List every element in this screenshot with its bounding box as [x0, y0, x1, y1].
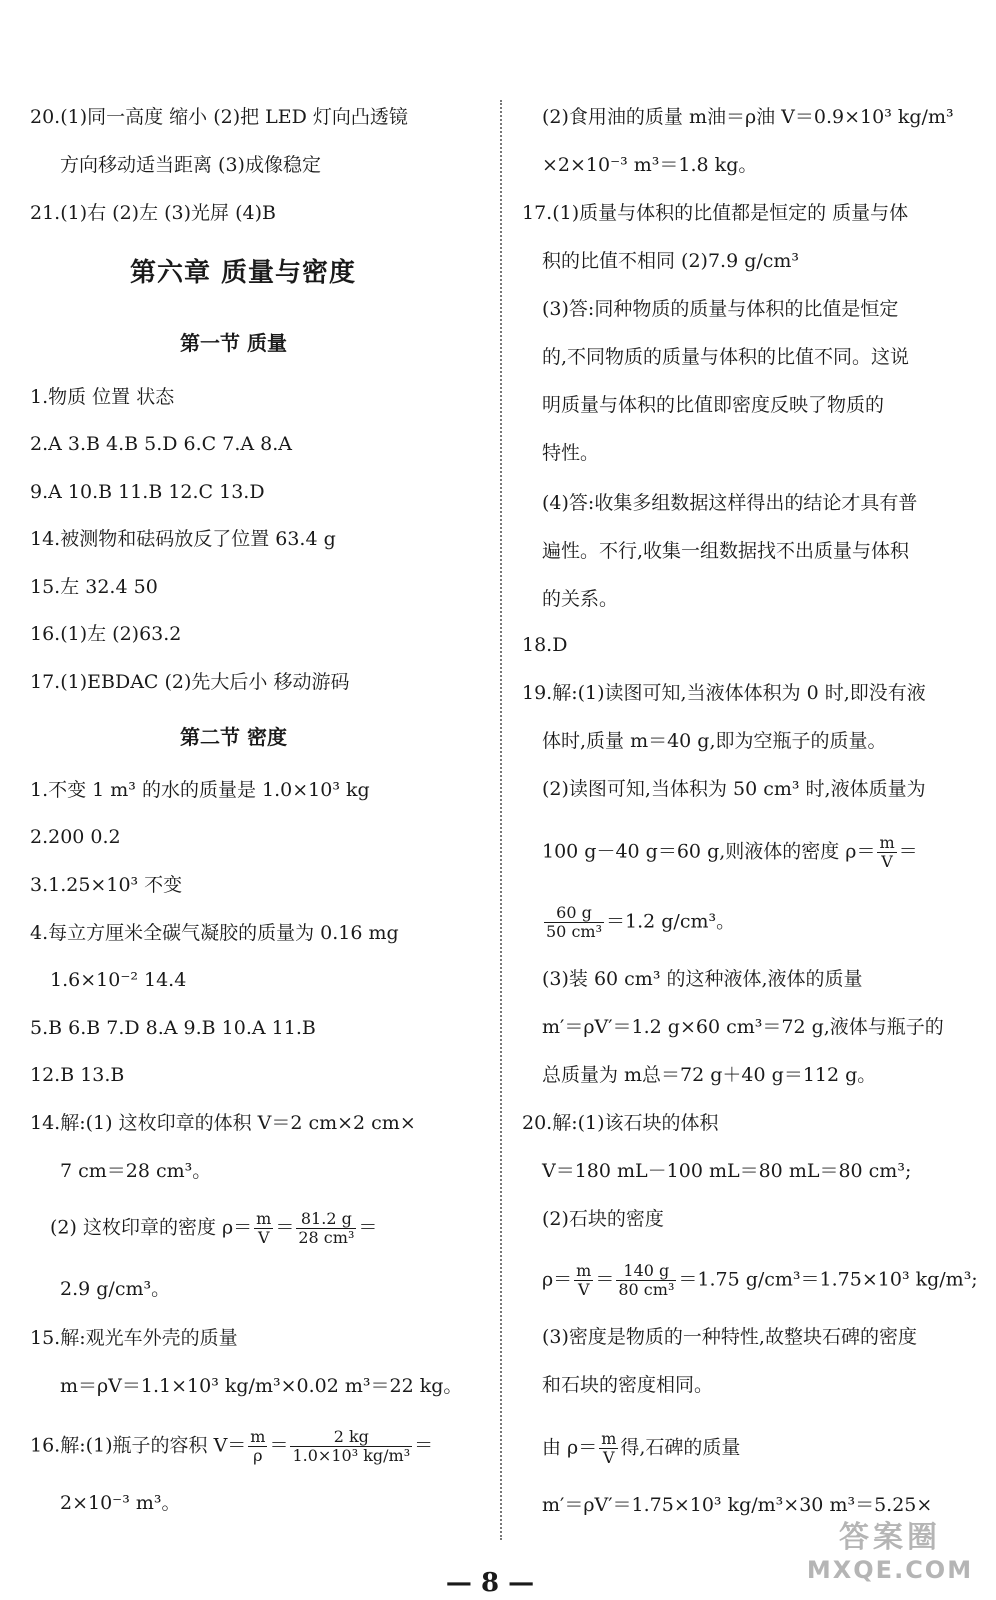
answer-line: 特性。	[542, 442, 600, 464]
answer-line: 12.B 13.B	[30, 1064, 125, 1086]
answer-line: 1.物质 位置 状态	[30, 386, 175, 408]
answer-line: ×2×10⁻³ m³＝1.8 kg。	[542, 154, 758, 176]
chapter-title: 第六章 质量与密度	[130, 258, 357, 288]
fraction: $\frac{140 g}{\text{80 cm³}}$	[618, 1261, 675, 1299]
answer-line: 5.B 6.B 7.D 8.A 9.B 10.A 11.B	[30, 1017, 316, 1039]
answer-line: (2)读图可知,当体积为 50 cm³ 时,液体质量为	[542, 778, 926, 800]
answer-line: 2.A 3.B 4.B 5.D 6.C 7.A 8.A	[30, 433, 292, 455]
section-title: 第二节 密度	[180, 725, 287, 749]
fraction: $\frac{2 kg}{\text{1.0×10³ kg/m³}}$	[292, 1427, 411, 1465]
answer-line: 17.(1)质量与体积的比值都是恒定的 质量与体	[522, 202, 909, 224]
answer-line: 7 cm＝28 cm³。	[60, 1160, 212, 1182]
formula-line: 由 ρ＝ $\frac{m}{V}$ 得,石碑的质量	[542, 1429, 741, 1467]
fraction: $\frac{81.2 g}{\text{28 cm³}}$	[298, 1209, 355, 1247]
answer-line: 17.(1)EBDAC (2)先大后小 移动游码	[30, 671, 350, 693]
answer-line: 16.(1)左 (2)63.2	[30, 623, 182, 645]
formula-line: $\frac{60 g}{\text{50 cm³}}$ ＝1.2 g/cm³。	[546, 903, 736, 941]
watermark-logo: 答案圈 MXQE.COM	[806, 1520, 974, 1584]
answer-line: 体时,质量 m＝40 g,即为空瓶子的质量。	[542, 730, 887, 752]
section-title: 第一节 质量	[180, 331, 287, 355]
answer-line: 和石块的密度相同。	[542, 1374, 714, 1396]
answer-line: 2.9 g/cm³。	[60, 1278, 171, 1300]
answer-line: 的,不同物质的质量与体积的比值不同。这说	[542, 346, 910, 368]
answer-line: 15.左 32.4 50	[30, 576, 158, 598]
answer-line: 20.(1)同一高度 缩小 (2)把 LED 灯向凸透镜	[30, 106, 408, 128]
answer-line: 21.(1)右 (2)左 (3)光屏 (4)B	[30, 202, 276, 224]
answer-line: 明质量与体积的比值即密度反映了物质的	[542, 394, 885, 416]
answer-line: 遍性。不行,收集一组数据找不出质量与体积	[542, 540, 910, 562]
answer-line: 3.1.25×10³ 不变	[30, 874, 183, 896]
answer-line: 2.200 0.2	[30, 826, 121, 848]
answer-line: 总质量为 m总＝72 g＋40 g＝112 g。	[542, 1064, 877, 1086]
formula-line: 16.解:(1)瓶子的容积 V＝ $\frac{m}{\rho}$ ＝ $\frac{2 kg}{\text{1.0×10³ kg/m³}}$ ＝	[30, 1427, 434, 1465]
fraction: $\frac{60 g}{\text{50 cm³}}$	[546, 903, 602, 941]
answer-line: 方向移动适当距离 (3)成像稳定	[60, 154, 321, 176]
answer-line: 14.解:(1) 这枚印章的体积 V＝2 cm×2 cm×	[30, 1112, 416, 1134]
answer-line: 2×10⁻³ m³。	[60, 1492, 181, 1514]
answer-line: (3)答:同种物质的质量与体积的比值是恒定	[542, 298, 899, 320]
answer-line: 15.解:观光车外壳的质量	[30, 1327, 238, 1349]
answer-line: 14.被测物和砝码放反了位置 63.4 g	[30, 528, 336, 550]
answer-line: (2)石块的密度	[542, 1208, 664, 1230]
answer-line: (2)食用油的质量 m油＝ρ油 V＝0.9×10³ kg/m³	[542, 106, 954, 128]
fraction: $\frac{m}{\rho}$	[250, 1427, 266, 1465]
answer-line: (4)答:收集多组数据这样得出的结论才具有普	[542, 492, 918, 514]
answer-line: m′＝ρV′＝1.75×10³ kg/m³×30 m³＝5.25×	[542, 1494, 933, 1516]
fraction: $\frac{m}{V}$	[601, 1429, 617, 1467]
answer-line: 20.解:(1)该石块的体积	[522, 1112, 719, 1134]
answer-line: 9.A 10.B 11.B 12.C 13.D	[30, 481, 265, 503]
column-divider	[500, 100, 502, 1540]
answer-line: 积的比值不相同 (2)7.9 g/cm³	[542, 250, 800, 272]
answer-line: m＝ρV＝1.1×10³ kg/m³×0.02 m³＝22 kg。	[60, 1375, 463, 1397]
formula-line: 100 g－40 g＝60 g,则液体的密度 ρ＝ $\frac{m}{V}$ ＝	[542, 833, 918, 871]
answer-line: 1.不变 1 m³ 的水的质量是 1.0×10³ kg	[30, 779, 370, 801]
fraction: $\frac{m}{V}$	[256, 1209, 272, 1247]
answer-line: 的关系。	[542, 588, 619, 610]
answer-line: 4.每立方厘米全碳气凝胶的质量为 0.16 mg	[30, 922, 399, 944]
fraction: $\frac{m}{V}$	[879, 833, 895, 871]
answer-line: 18.D	[522, 634, 568, 656]
fraction: $\frac{m}{V}$	[576, 1261, 592, 1299]
answer-line: (3)装 60 cm³ 的这种液体,液体的质量	[542, 968, 863, 990]
formula-line: ρ＝ $\frac{m}{V}$ ＝ $\frac{140 g}{\text{80 cm³}}$ ＝1.75 g/cm³＝1.75×10³ kg/m³;	[542, 1261, 978, 1299]
formula-line: (2) 这枚印章的密度 ρ＝ $\frac{m}{V}$ ＝ $\frac{81.2 g}{\text{28 cm³}}$ ＝	[50, 1209, 378, 1247]
answer-line: V＝180 mL－100 mL＝80 mL＝80 cm³;	[542, 1160, 912, 1182]
answer-line: 19.解:(1)读图可知,当液体体积为 0 时,即没有液	[522, 682, 926, 704]
page-number: — 8 —	[445, 1568, 535, 1598]
answer-line: 1.6×10⁻² 14.4	[50, 969, 187, 991]
answer-line: m′＝ρV′＝1.2 g×60 cm³＝72 g,液体与瓶子的	[542, 1016, 944, 1038]
answer-line: (3)密度是物质的一种特性,故整块石碑的密度	[542, 1326, 917, 1348]
